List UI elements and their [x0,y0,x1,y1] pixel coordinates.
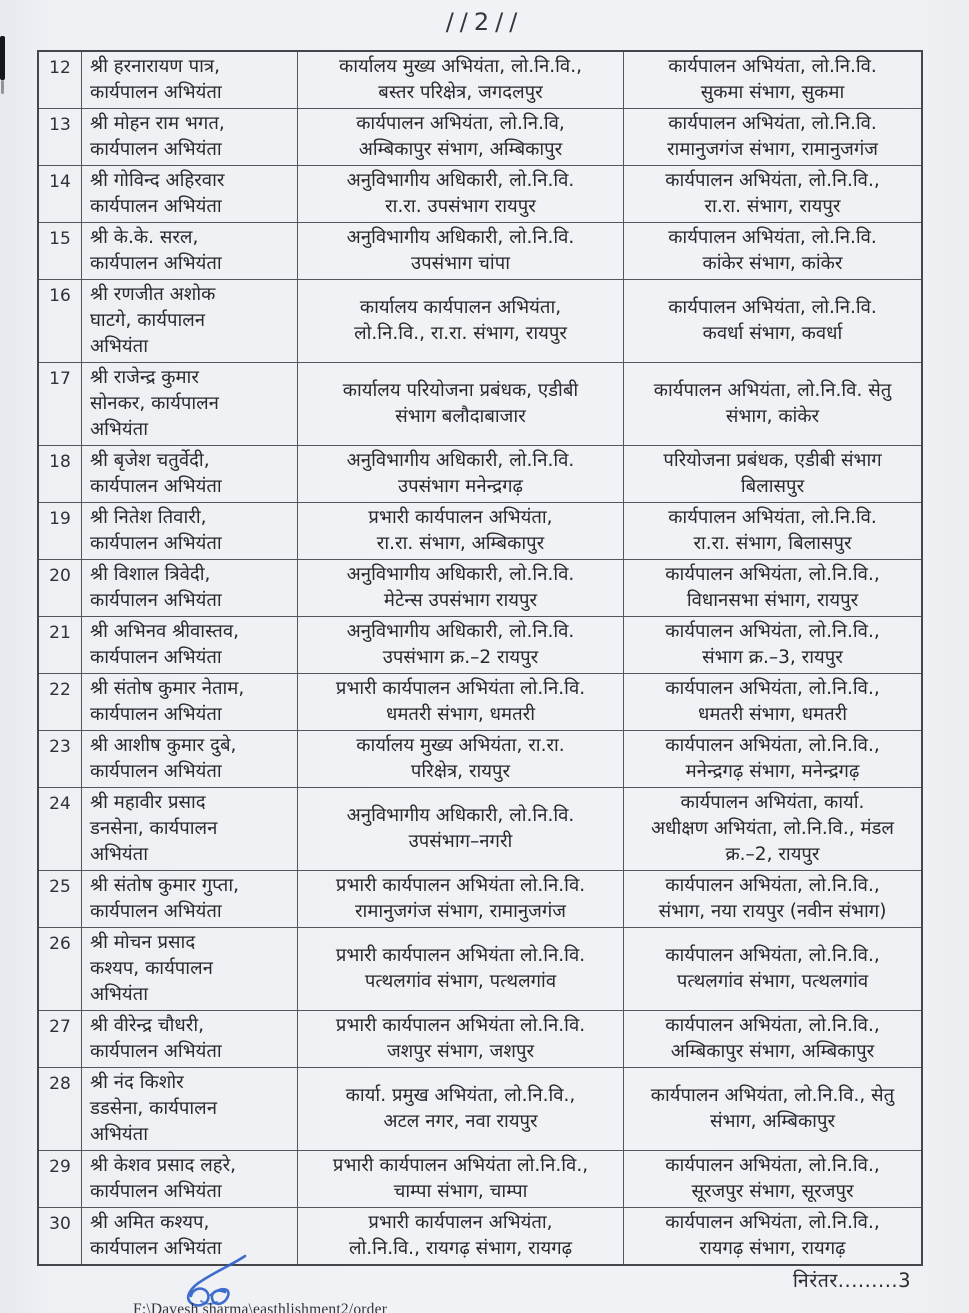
serial-cell: 29 [39,1151,82,1207]
table-row [39,446,921,503]
table-row [39,674,921,731]
to-cell: कार्यपालन अभियंता, लो.नि.वि., सेतु संभाग, अम्बिकापुर [650,1085,895,1132]
to-cell: परियोजना प्रबंधक, एडीबी संभाग बिलासपुर [663,450,882,497]
to-cell: कार्यपालन अभियंता, लो.नि.वि. कवर्धा संभाग, कवर्धा [668,297,877,344]
page-number: //2// [445,8,524,36]
name-cell: श्री गोविन्द अहिरवार कार्यपालन अभियंता [82,166,298,222]
to-cell: कार्यपालन अभियंता, लो.नि.वि., रा.रा. संभाग, रायपुर [665,170,880,217]
to-cell: कार्यपालन अभियंता, लो.नि.वि. सुकमा संभाग, सुकमा [668,56,877,103]
name-cell: श्री के.के. सरल, कार्यपालन अभियंता [82,223,298,279]
serial-cell: 23 [39,731,82,787]
from-cell: प्रभारी कार्यपालन अभियंता लो.नि.वि. धमतरी संभाग, धमतरी [298,674,624,730]
table-row [39,560,921,617]
table-row [39,871,921,928]
to-cell: कार्यपालन अभियंता, लो.नि.वि. रामानुजगंज संभाग, रामानुजगंज [666,113,879,160]
to-cell: कार्यपालन अभियंता, लो.नि.वि., मनेन्द्रगढ़ संभाग, मनेन्द्रगढ़ [665,735,880,782]
table-row [39,52,921,109]
scan-artifact-streak-small [1,80,4,94]
name-cell: श्री मोचन प्रसाद कश्यप, कार्यपालन अभियंता [82,928,298,1010]
table-row [39,109,921,166]
name-cell: श्री हरनारायण पात्र, कार्यपालन अभियंता [82,52,298,108]
serial-cell: 24 [39,788,82,870]
from-cell: प्रभारी कार्यपालन अभियंता लो.नि.वि., चाम्पा संभाग, चाम्पा [298,1151,624,1207]
from-cell: अनुविभागीय अधिकारी, लो.नि.वि. मेटेन्स उपसंभाग रायपुर [298,560,624,616]
name-cell: श्री अभिनव श्रीवास्तव, कार्यपालन अभियंता [82,617,298,673]
from-cell: प्रभारी कार्यपालन अभियंता, रा.रा. संभाग, अम्बिकापुर [298,503,624,559]
name-cell: श्री अमित कश्यप, कार्यपालन अभियंता [82,1208,298,1264]
to-cell: कार्यपालन अभियंता, लो.नि.वि., धमतरी संभाग, धमतरी [665,678,880,725]
serial-cell: 18 [39,446,82,502]
from-cell: कार्यालय मुख्य अभियंता, लो.नि.वि., बस्तर परिक्षेत्र, जगदलपुर [298,52,624,108]
serial-cell: 21 [39,617,82,673]
from-cell: कार्यालय परियोजना प्रबंधक, एडीबी संभाग बलौदाबाजार [298,363,624,445]
table-row [39,928,921,1011]
serial-cell: 14 [39,166,82,222]
name-cell: श्री विशाल त्रिवेदी, कार्यपालन अभियंता [82,560,298,616]
from-cell: कार्यालय मुख्य अभियंता, रा.रा. परिक्षेत्र, रायपुर [298,731,624,787]
serial-cell: 16 [39,280,82,362]
scan-artifact-streak [0,36,5,80]
from-cell: अनुविभागीय अधिकारी, लो.नि.वि. उपसंभाग–नगरी [298,788,624,870]
table-row [39,280,921,363]
table-row [39,1208,921,1264]
serial-cell: 27 [39,1011,82,1067]
from-cell: कार्या. प्रमुख अभियंता, लो.नि.वि., अटल नगर, नवा रायपुर [298,1068,624,1150]
continuation-label: निरंतर.........3 [792,1269,911,1292]
table-row [39,503,921,560]
table-row [39,1011,921,1068]
name-cell: श्री केशव प्रसाद लहरे, कार्यपालन अभियंता [82,1151,298,1207]
officers-table-body [39,52,921,1264]
from-cell: कार्यपालन अभियंता, लो.नि.वि, अम्बिकापुर संभाग, अम्बिकापुर [298,109,624,165]
table-row [39,617,921,674]
to-cell: कार्यपालन अभियंता, लो.नि.वि., विधानसभा संभाग, रायपुर [665,564,880,611]
to-cell: कार्यपालन अभियंता, कार्या. अधीक्षण अभियंता, लो.नि.वि., मंडल क्र.–2, रायपुर [651,792,894,865]
name-cell: श्री नंद किशोर डडसेना, कार्यपालन अभियंता [82,1068,298,1150]
to-cell: कार्यपालन अभियंता, लो.नि.वि., सूरजपुर संभाग, सूरजपुर [665,1155,880,1202]
serial-cell: 22 [39,674,82,730]
name-cell: श्री महावीर प्रसाद डनसेना, कार्यपालन अभियंता [82,788,298,870]
serial-cell: 25 [39,871,82,927]
to-cell: कार्यपालन अभियंता, लो.नि.वि., रायगढ़ संभाग, रायगढ़ [665,1212,880,1259]
serial-cell: 13 [39,109,82,165]
serial-cell: 26 [39,928,82,1010]
to-cell: कार्यपालन अभियंता, लो.नि.वि., संभाग, नया रायपुर (नवीन संभाग) [658,875,887,922]
table-row [39,1068,921,1151]
table-row [39,223,921,280]
from-cell: प्रभारी कार्यपालन अभियंता लो.नि.वि. रामानुजगंज संभाग, रामानुजगंज [298,871,624,927]
serial-cell: 12 [39,52,82,108]
name-cell: श्री मोहन राम भगत, कार्यपालन अभियंता [82,109,298,165]
table-row [39,731,921,788]
name-cell: श्री नितेश तिवारी, कार्यपालन अभियंता [82,503,298,559]
serial-cell: 17 [39,363,82,445]
from-cell: अनुविभागीय अधिकारी, लो.नि.वि. रा.रा. उपसंभाग रायपुर [298,166,624,222]
name-cell: श्री राजेन्द्र कुमार सोनकर, कार्यपालन अभियंता [82,363,298,445]
name-cell: श्री बृजेश चतुर्वेदी, कार्यपालन अभियंता [82,446,298,502]
from-cell: प्रभारी कार्यपालन अभियंता लो.नि.वि. जशपुर संभाग, जशपुर [298,1011,624,1067]
from-cell: प्रभारी कार्यपालन अभियंता लो.नि.वि. पत्थलगांव संभाग, पत्थलगांव [298,928,624,1010]
serial-cell: 19 [39,503,82,559]
to-cell: कार्यपालन अभियंता, लो.नि.वि., पत्थलगांव संभाग, पत्थलगांव [665,945,880,992]
to-cell: कार्यपालन अभियंता, लो.नि.वि. सेतु संभाग, कांकेर [653,380,892,427]
officers-transfer-table [37,50,923,1266]
name-cell: श्री संतोष कुमार गुप्ता, कार्यपालन अभियंता [82,871,298,927]
name-cell: श्री आशीष कुमार दुबे, कार्यपालन अभियंता [82,731,298,787]
from-cell: प्रभारी कार्यपालन अभियंता, लो.नि.वि., रायगढ़ संभाग, रायगढ़ [298,1208,624,1264]
to-cell: कार्यपालन अभियंता, लो.नि.वि., संभाग क्र.–3, रायपुर [665,621,880,668]
serial-cell: 30 [39,1208,82,1264]
table-row [39,1151,921,1208]
table-row [39,788,921,871]
to-cell: कार्यपालन अभियंता, लो.नि.वि. कांकेर संभाग, कांकेर [668,227,877,274]
from-cell: अनुविभागीय अधिकारी, लो.नि.वि. उपसंभाग क्र.–2 रायपुर [298,617,624,673]
table-row [39,363,921,446]
serial-cell: 20 [39,560,82,616]
table-row [39,166,921,223]
name-cell: श्री वीरेन्द्र चौधरी, कार्यपालन अभियंता [82,1011,298,1067]
to-cell: कार्यपालन अभियंता, लो.नि.वि., अम्बिकापुर संभाग, अम्बिकापुर [665,1015,880,1062]
from-cell: अनुविभागीय अधिकारी, लो.नि.वि. उपसंभाग मनेन्द्रगढ़ [298,446,624,502]
file-path-footer: F:\Davesh sharma\easthlishment2/order [133,1301,388,1313]
name-cell: श्री संतोष कुमार नेताम, कार्यपालन अभियंता [82,674,298,730]
serial-cell: 28 [39,1068,82,1150]
serial-cell: 15 [39,223,82,279]
from-cell: अनुविभागीय अधिकारी, लो.नि.वि. उपसंभाग चांपा [298,223,624,279]
to-cell: कार्यपालन अभियंता, लो.नि.वि. रा.रा. संभाग, बिलासपुर [668,507,877,554]
from-cell: कार्यालय कार्यपालन अभियंता, लो.नि.वि., रा.रा. संभाग, रायपुर [298,280,624,362]
name-cell: श्री रणजीत अशोक घाटगे, कार्यपालन अभियंता [82,280,298,362]
